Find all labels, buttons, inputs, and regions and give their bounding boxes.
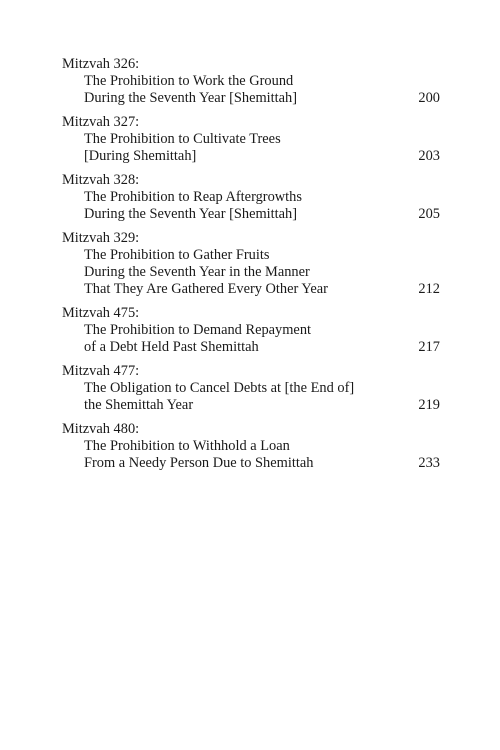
entry-title-line: During the Seventh Year [Shemittah]: [84, 90, 298, 106]
entry-page-number: 217: [418, 339, 440, 355]
entry-title-line: the Shemittah Year: [84, 397, 194, 413]
entry-page-number: 205: [418, 206, 440, 222]
entry-heading: Mitzvah 328:: [62, 172, 140, 188]
entry-title: [62, 247, 328, 298]
entry-heading: Mitzvah 475:: [62, 305, 140, 321]
entry-page-number: 200: [418, 90, 440, 106]
entry-title-row: [62, 380, 440, 414]
entry-title-line: The Prohibition to Withhold a Loan: [84, 438, 290, 454]
entry-title-line: [During Shemittah]: [84, 148, 197, 164]
entry-title: [62, 73, 297, 107]
entry-title-row: [62, 247, 440, 298]
entry-page-number: 203: [418, 148, 440, 164]
entry-title: [62, 189, 302, 223]
entry-title-row: [62, 131, 440, 165]
entry-page-number: 233: [418, 455, 440, 471]
table-of-contents: [62, 56, 440, 479]
entry-heading: Mitzvah 477:: [62, 363, 140, 379]
entry-heading: Mitzvah 327:: [62, 114, 140, 130]
entry-title-line: The Prohibition to Reap Aftergrowths: [84, 189, 302, 205]
entry-title-line: That They Are Gathered Every Other Year: [84, 281, 328, 297]
entry-heading: Mitzvah 326:: [62, 56, 140, 72]
entry-title-line: The Prohibition to Cultivate Trees: [84, 131, 281, 147]
entry-title-row: [62, 322, 440, 356]
entry-title-row: [62, 438, 440, 472]
entry-title-line: From a Needy Person Due to Shemittah: [84, 455, 314, 471]
entry-title-line: The Prohibition to Work the Ground: [84, 73, 294, 89]
toc-entry-mitzvah-477: [62, 363, 440, 414]
entry-title-line: The Prohibition to Demand Repayment: [84, 322, 312, 338]
entry-title-line: The Prohibition to Gather Fruits: [84, 247, 270, 263]
entry-title-row: [62, 73, 440, 107]
entry-page-number: 219: [418, 397, 440, 413]
entry-title-line: The Obligation to Cancel Debts at [the End of]: [84, 380, 355, 396]
toc-entry-mitzvah-475: [62, 305, 440, 356]
entry-title-line: During the Seventh Year in the Manner: [84, 264, 310, 280]
entry-title-row: [62, 189, 440, 223]
entry-title: [62, 322, 311, 356]
toc-entry-mitzvah-327: [62, 114, 440, 165]
toc-entry-mitzvah-328: [62, 172, 440, 223]
entry-title: [62, 438, 313, 472]
toc-entry-mitzvah-480: [62, 421, 440, 472]
toc-entry-mitzvah-329: [62, 230, 440, 298]
entry-page-number: 212: [418, 281, 440, 297]
entry-title-line: of a Debt Held Past Shemittah: [84, 339, 259, 355]
entry-heading: Mitzvah 329:: [62, 230, 140, 246]
entry-title: [62, 131, 281, 165]
entry-heading: Mitzvah 480:: [62, 421, 140, 437]
entry-title: [62, 380, 354, 414]
entry-title-line: During the Seventh Year [Shemittah]: [84, 206, 298, 222]
toc-entry-mitzvah-326: [62, 56, 440, 107]
